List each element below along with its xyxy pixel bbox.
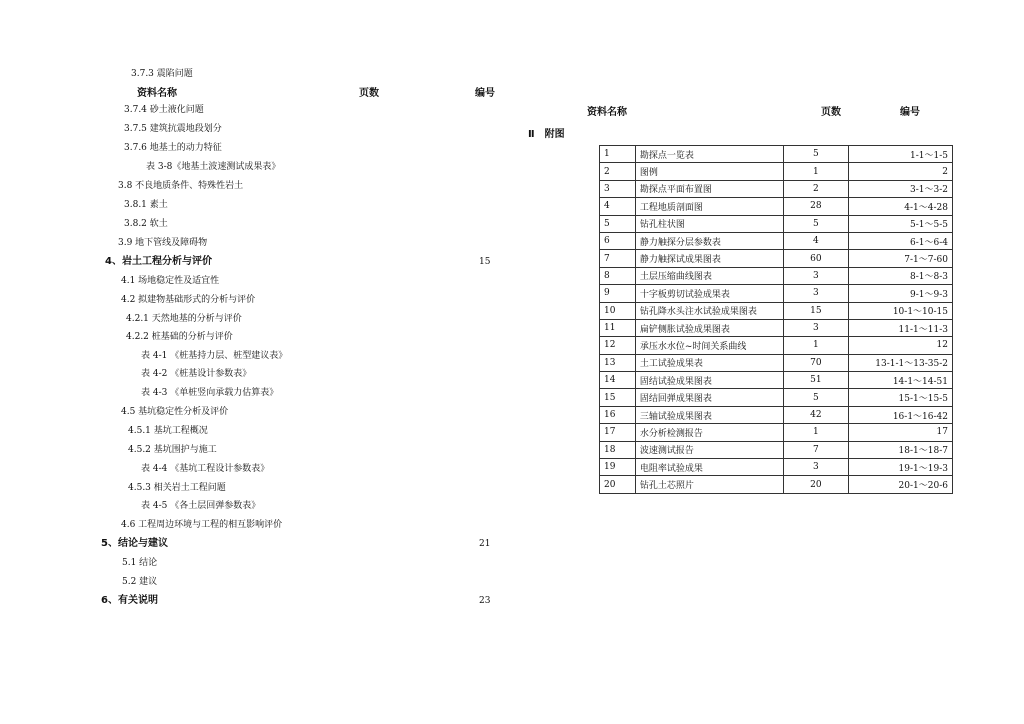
row-name: 勘探点一览表 [635, 146, 783, 163]
row-name: 三轴试验成果图表 [635, 406, 783, 423]
row-code: 7-1～7-60 [849, 250, 953, 267]
row-code: 9-1～9-3 [849, 285, 953, 302]
table-row [600, 389, 953, 406]
row-code: 18-1～18-7 [849, 441, 953, 458]
right-header-pages: 页数 [821, 107, 841, 118]
row-number: 8 [600, 267, 636, 284]
row-number: 4 [600, 198, 636, 215]
row-pages: 28 [783, 198, 849, 215]
toc-entry: 4.5.1 基坑工程概况 [128, 426, 208, 436]
table-row [600, 232, 953, 249]
row-number: 6 [600, 232, 636, 249]
row-pages: 2 [783, 180, 849, 197]
row-name: 静力触探分层参数表 [635, 232, 783, 249]
table-row [600, 215, 953, 232]
table-row [600, 198, 953, 215]
row-code: 8-1～8-3 [849, 267, 953, 284]
row-name: 十字板剪切试验成果表 [635, 285, 783, 302]
table-row [600, 180, 953, 197]
row-code: 3-1～3-2 [849, 180, 953, 197]
row-pages: 70 [783, 354, 849, 371]
row-name: 勘探点平面布置图 [635, 180, 783, 197]
table-row [600, 441, 953, 458]
table-row [600, 267, 953, 284]
toc-entry: 4.2 拟建物基础形式的分析与评价 [121, 295, 256, 305]
row-code: 19-1～19-3 [849, 459, 953, 476]
row-number: 14 [600, 372, 636, 389]
row-code: 6-1～6-4 [849, 232, 953, 249]
row-code: 13-1-1～13-35-2 [849, 354, 953, 371]
row-name: 钻孔柱状图 [635, 215, 783, 232]
row-number: 7 [600, 250, 636, 267]
toc-entry: 3.8 不良地质条件、特殊性岩土 [118, 181, 244, 191]
row-name: 土层压缩曲线图表 [635, 267, 783, 284]
toc-entry: 5.1 结论 [122, 558, 158, 568]
row-number: 17 [600, 424, 636, 441]
row-name: 固结试验成果图表 [635, 372, 783, 389]
toc-entry: 3.7.4 砂土液化问题 [124, 105, 204, 115]
toc-entry: 表 4-2 《桩基设计参数表》 [141, 369, 252, 379]
row-number: 5 [600, 215, 636, 232]
row-number: 9 [600, 285, 636, 302]
row-number: 12 [600, 337, 636, 354]
row-code: 16-1～16-42 [849, 406, 953, 423]
row-pages: 5 [783, 146, 849, 163]
toc-entry: 3.9 地下管线及障碍物 [118, 238, 208, 248]
toc-entry: 表 4-4 《基坑工程设计参数表》 [141, 464, 270, 474]
toc-entry: 4.2.2 桩基础的分析与评价 [126, 332, 233, 342]
row-number: 13 [600, 354, 636, 371]
row-number: 3 [600, 180, 636, 197]
row-code: 14-1～14-51 [849, 372, 953, 389]
row-code: 20-1～20-6 [849, 476, 953, 493]
row-pages: 3 [783, 267, 849, 284]
table-row [600, 250, 953, 267]
row-pages: 3 [783, 319, 849, 336]
attachments-table [599, 145, 953, 494]
toc-page-number: 23 [479, 596, 491, 606]
toc-entry: 4.2.1 天然地基的分析与评价 [126, 314, 242, 324]
row-number: 10 [600, 302, 636, 319]
row-pages: 7 [783, 441, 849, 458]
row-number: 20 [600, 476, 636, 493]
toc-entry: 3.8.2 软土 [124, 219, 168, 229]
toc-entry: 4.5.2 基坑围护与施工 [128, 445, 217, 455]
toc-entry: 表 4-1 《桩基持力层、桩型建议表》 [141, 351, 288, 361]
toc-entry: 3.7.6 地基土的动力特征 [124, 143, 222, 153]
toc-entry: 5.2 建议 [122, 577, 158, 587]
row-code: 2 [849, 163, 953, 180]
row-number: 1 [600, 146, 636, 163]
row-code: 17 [849, 424, 953, 441]
left-header-code: 编号 [475, 88, 495, 99]
table-row [600, 146, 953, 163]
toc-entry: 表 3-8《地基土波速测试成果表》 [146, 162, 281, 172]
row-pages: 3 [783, 459, 849, 476]
row-name: 图例 [635, 163, 783, 180]
row-name: 固结回弹成果图表 [635, 389, 783, 406]
row-name: 承压水水位~时间关系曲线 [635, 337, 783, 354]
row-name: 波速测试报告 [635, 441, 783, 458]
row-number: 19 [600, 459, 636, 476]
table-row [600, 319, 953, 336]
toc-entry: 表 4-5 《各土层回弹参数表》 [141, 501, 261, 511]
row-code: 10-1～10-15 [849, 302, 953, 319]
toc-entry: 3.7.3 震陷问题 [131, 69, 193, 79]
row-name: 钻孔土芯照片 [635, 476, 783, 493]
toc-page-number: 21 [479, 539, 491, 549]
row-number: 2 [600, 163, 636, 180]
row-code: 11-1～11-3 [849, 319, 953, 336]
toc-entry: 表 4-3 《单桩竖向承载力估算表》 [141, 388, 279, 398]
table-row [600, 285, 953, 302]
table-row [600, 424, 953, 441]
row-pages: 1 [783, 163, 849, 180]
toc-entry: 4.6 工程周边环境与工程的相互影响评价 [121, 520, 283, 530]
row-code: 4-1～4-28 [849, 198, 953, 215]
appendix-title: Ⅱ 附图 [528, 129, 565, 140]
row-code: 5-1～5-5 [849, 215, 953, 232]
left-header-name: 资料名称 [137, 88, 177, 99]
row-name: 静力触探试成果图表 [635, 250, 783, 267]
row-pages: 1 [783, 337, 849, 354]
table-row [600, 476, 953, 493]
right-header-code: 编号 [900, 107, 920, 118]
row-number: 15 [600, 389, 636, 406]
toc-entry: 4.1 场地稳定性及适宜性 [121, 276, 220, 286]
table-row [600, 459, 953, 476]
row-pages: 42 [783, 406, 849, 423]
table-row [600, 372, 953, 389]
row-number: 18 [600, 441, 636, 458]
row-number: 11 [600, 319, 636, 336]
table-row [600, 302, 953, 319]
row-pages: 51 [783, 372, 849, 389]
left-header-pages: 页数 [359, 88, 379, 99]
row-pages: 15 [783, 302, 849, 319]
toc-chapter: 5、结论与建议 [101, 538, 168, 549]
row-pages: 3 [783, 285, 849, 302]
row-name: 电阻率试验成果 [635, 459, 783, 476]
toc-entry: 3.7.5 建筑抗震地段划分 [124, 124, 222, 134]
row-name: 钻孔降水头注水试验成果图表 [635, 302, 783, 319]
table-row [600, 163, 953, 180]
table-row [600, 354, 953, 371]
row-name: 工程地质剖面图 [635, 198, 783, 215]
row-code: 12 [849, 337, 953, 354]
row-code: 1-1～1-5 [849, 146, 953, 163]
table-row [600, 337, 953, 354]
toc-entry: 4.5 基坑稳定性分析及评价 [121, 407, 229, 417]
toc-chapter: 4、岩土工程分析与评价 [105, 256, 212, 267]
toc-chapter: 6、有关说明 [101, 595, 158, 606]
row-name: 水分析检测报告 [635, 424, 783, 441]
row-pages: 5 [783, 215, 849, 232]
row-pages: 4 [783, 232, 849, 249]
row-code: 15-1～15-5 [849, 389, 953, 406]
toc-entry: 3.8.1 素土 [124, 200, 168, 210]
row-name: 土工试验成果表 [635, 354, 783, 371]
row-pages: 1 [783, 424, 849, 441]
toc-entry: 4.5.3 相关岩土工程问题 [128, 483, 226, 493]
row-number: 16 [600, 406, 636, 423]
row-name: 扁铲侧胀试验成果图表 [635, 319, 783, 336]
table-row [600, 406, 953, 423]
right-header-name: 资料名称 [587, 107, 627, 118]
toc-page-number: 15 [479, 257, 491, 267]
row-pages: 5 [783, 389, 849, 406]
row-pages: 20 [783, 476, 849, 493]
row-pages: 60 [783, 250, 849, 267]
